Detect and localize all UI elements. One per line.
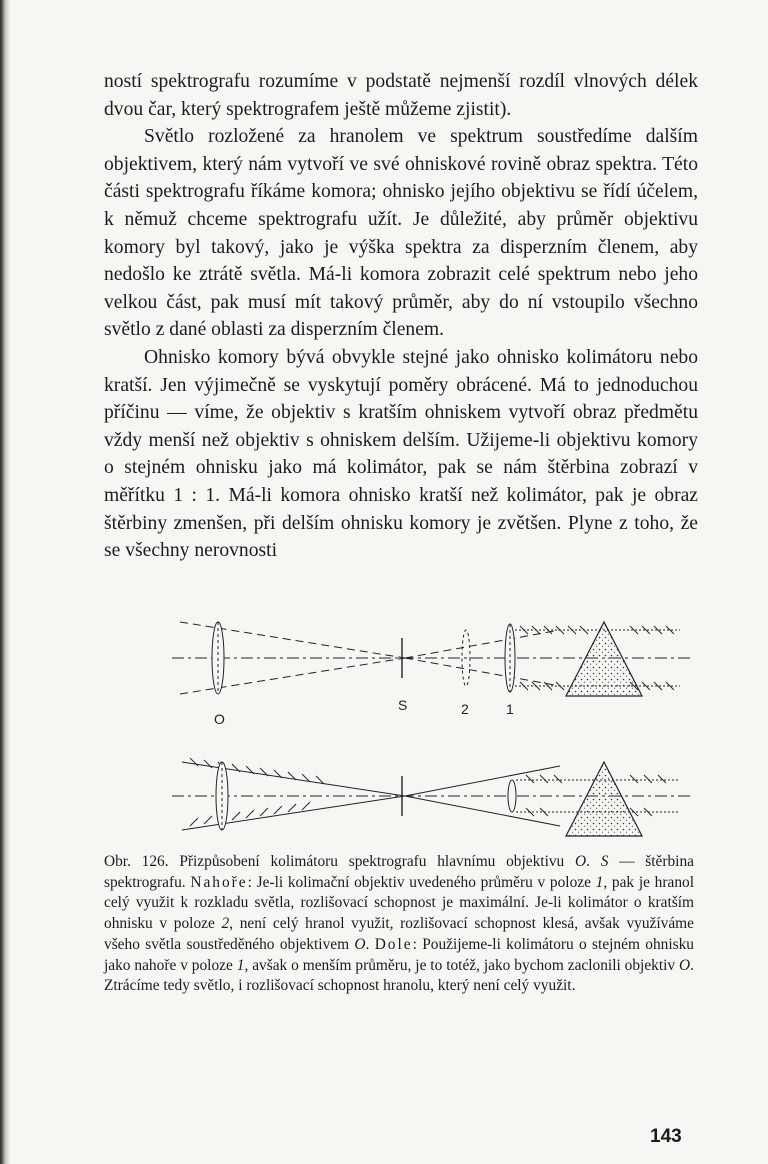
caption-italic: O — [574, 853, 587, 870]
caption-segment: : Použijeme-li kolimátoru o stejném ohnisku jako nahoře v poloze — [104, 935, 694, 974]
caption-segment: : Je-li kolimační objektiv uvedeného průměru v poloze — [247, 873, 596, 891]
bottom-diagram — [172, 758, 690, 836]
collimator-lens-position-1 — [505, 624, 515, 692]
caption-italic: 1 — [595, 873, 604, 891]
caption-italic: 2 — [221, 915, 230, 933]
collimator-lens-small-bottom — [508, 780, 516, 812]
objective-lens-O-bottom — [216, 762, 228, 830]
label-position-2: 2 — [461, 701, 469, 717]
caption-italic: S — [600, 853, 609, 870]
caption-italic: O — [354, 935, 366, 953]
caption-segment: , avšak o menším průměru, je to totéž, jako bychom zaclonili objektiv — [244, 956, 680, 974]
label-position-1: 1 — [506, 701, 514, 717]
page-number: 143 — [650, 1126, 682, 1147]
top-diagram — [172, 622, 690, 696]
figure-caption — [104, 852, 694, 997]
prism-top — [566, 622, 642, 696]
caption-segment: Obr. 126. Přizpůsobení kolimátoru spektrografu hlavnímu objektivu — [104, 853, 575, 870]
paragraph-3: Ohnisko komory bývá obvykle stejné jako ohnisko kolimátoru nebo kratší. Jen výjimečně se vyskytují poměry obrácené. Má to jednoduchou příčinu — víme, že objektiv s kratším ohniskem vytvoří obraz předmětu vždy menší než objektiv s ohniskem delším. Užijeme-li objektivu komory o stejném ohnisku jako má kolimátor, pak se nám štěrbina zobrazí v měřítku 1 : 1. Má-li komora ohnisko kratší než kolimátor, pak je obraz štěrbiny zmenšen, při delším ohnisku komory je zvětšen. Plyne z toho, že se všechny nerovnosti — [104, 346, 698, 562]
caption-segment: . — [365, 935, 375, 953]
paragraph-1: ností spektrografu rozumíme v podstatě nejmenší rozdíl vlnových délek dvou čar, který spektrografem ještě můžeme zjistit). — [104, 71, 698, 120]
label-slit-S: S — [398, 697, 408, 713]
caption-segment: . — [586, 853, 601, 870]
caption-italic: 1 — [236, 956, 245, 974]
caption-spaced-word: Dole — [374, 935, 413, 953]
caption-spaced-word: Nahoře — [190, 873, 248, 891]
label-objective-O: O — [214, 711, 225, 727]
caption-segment: , pak je hranol celý využit k rozkladu světla, rozlišovací schopnost je maximální. Je-li kolimátor o kratším ohnisku v poloze — [104, 873, 694, 933]
paragraph-2: Světlo rozložené za hranolem ve spektrum soustředíme dalším objektivem, který nám vytvoří ve své ohniskové rovině obraz spektra. Této části spektrografu říkáme komora; ohnisko jejího objektivu se řídí účelem, k němuž chceme spektrografu užít. Je důležité, aby průměr objektivu komory byl takový, jako je výška spektra za disperzním členem, aby nedošlo ke ztrátě světla. Má-li komora zobrazit celé spektrum nebo jeho velkou část, pak musí mít takový průměr, aby do ní vstoupilo všechno světlo z dané oblasti za disperzním členem. — [104, 126, 698, 341]
caption-segment: — štěrbina spektrografu. — [104, 853, 694, 891]
caption-text — [104, 852, 694, 997]
caption-italic: O — [679, 956, 691, 974]
caption-segment: . Ztrácíme tedy světlo, i rozlišovací schopnost hranolu, který není celý využit. — [104, 956, 694, 995]
caption-segment: , není celý hranol využit, rozlišovací schopnost klesá, avšak využíváme všeho světla soustředěného objektivem — [104, 915, 694, 953]
figure-126-diagram — [160, 612, 700, 848]
body-text — [104, 68, 698, 565]
prism-bottom — [566, 762, 642, 836]
book-spine-shadow — [0, 0, 10, 1164]
